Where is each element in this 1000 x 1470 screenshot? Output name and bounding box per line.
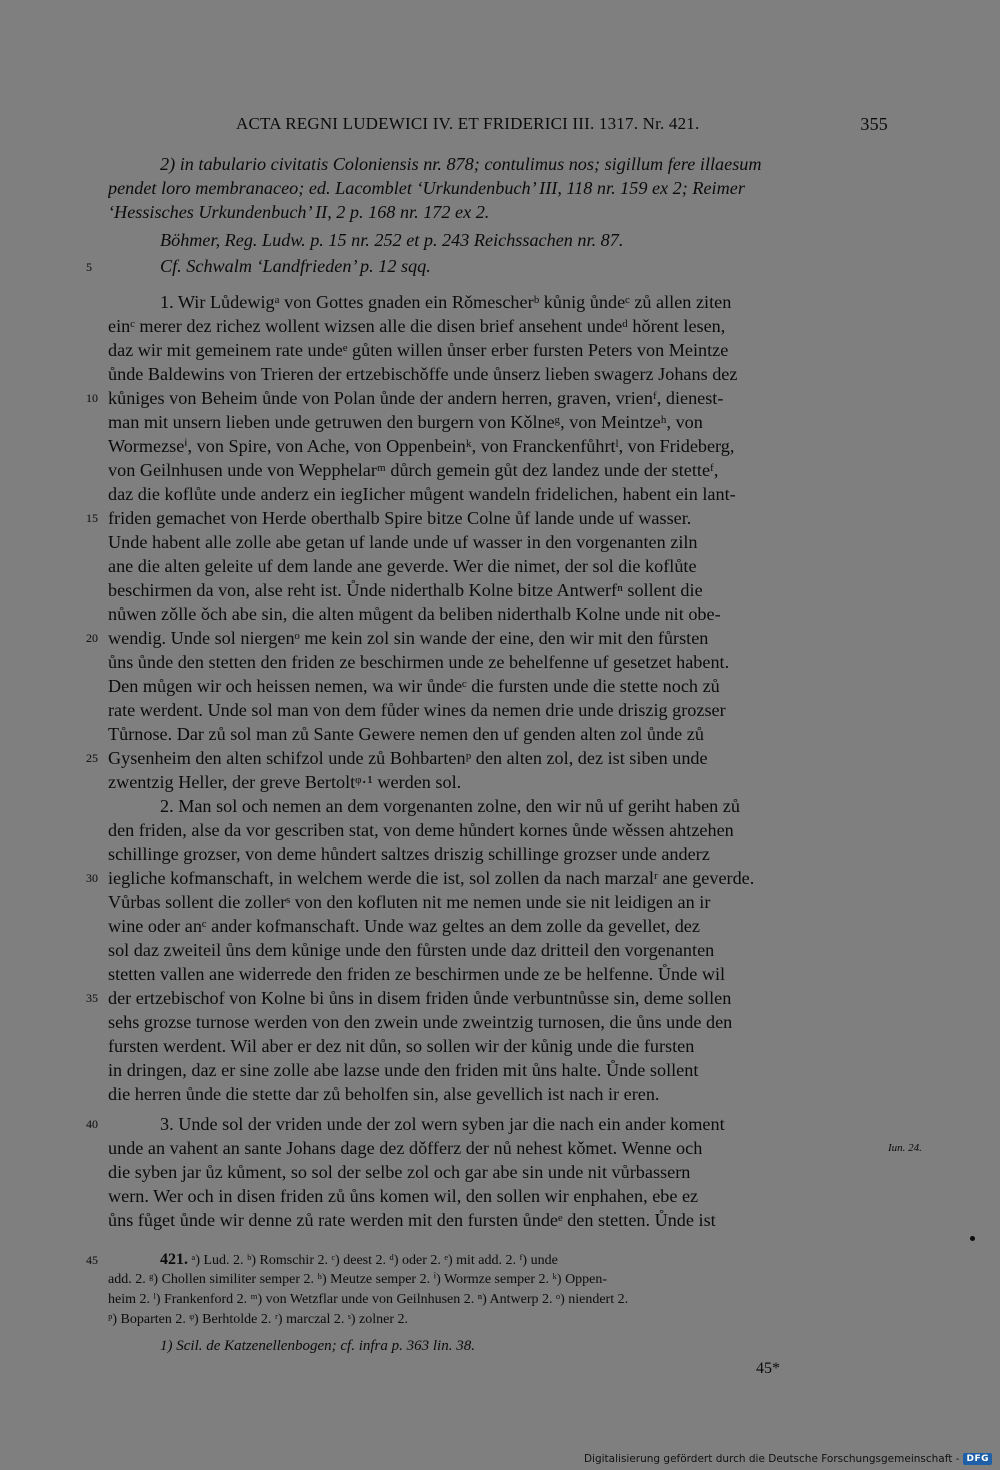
intro-line: Cf. Schwalm ‘Landfrieden’ p. 12 sqq. xyxy=(160,256,431,276)
body-line: 3. Unde sol der vriden unde der zol wern syben jar die nach ein ander koment xyxy=(160,1114,725,1134)
intro-line: 2) in tabulario civitatis Coloniensis nr. 878; contulimus nos; sigillum fere illaesum xyxy=(160,154,762,174)
body-line: 2. Man sol och nemen an dem vorgenanten zolne, den wir nů uf geriht haben zů xyxy=(160,796,740,816)
body-line: fursten werdent. Wil aber er dez nit důn, so sollen wir der kůnig unde die fursten xyxy=(108,1036,695,1056)
body-line: Gysenheim den alten schifzol unde zů Bohbartenᵖ den alten zol, dez ist siben unde xyxy=(108,748,708,768)
body-line: beschirmen da von, alse reht ist. Ůnde niderthalb Kolne bitze Antwerfⁿ sollent die xyxy=(108,580,703,600)
line-number: 25 xyxy=(86,751,98,765)
intro-line: pendet loro membranaceo; ed. Lacomblet ‘Urkundenbuch’ III, 118 nr. 159 ex 2; Reimer xyxy=(108,178,745,198)
body-line: sehs grozse turnose werden von den zwein unde zweintzig turnosen, die ůns unde den xyxy=(108,1012,733,1032)
body-line: kůniges von Beheim ůnde von Polan ůnde der andern herren, graven, vrienᶠ, dienest- xyxy=(108,388,724,408)
body-line: von Geilnhusen unde von Wepphelarᵐ důrch gemein gůt dez landez unde der stetteᶠ, xyxy=(108,460,719,480)
line-number: 40 xyxy=(86,1117,98,1131)
body-line: man mit unsern lieben unde getruwen den burgern von Kǒlneᵍ, von Meintzeʰ, von xyxy=(108,412,703,432)
line-number: 45 xyxy=(86,1253,98,1267)
body-line: wendig. Unde sol niergenᵒ me kein zol sin wande der eine, den wir mit den fůrsten xyxy=(108,628,709,648)
body-line: Wormezseⁱ, von Spire, von Ache, von Oppenbeinᵏ, von Franckenfůhrtˡ, von Frideberg, xyxy=(108,436,735,456)
source-footnote: 1) Scil. de Katzenellenbogen; cf. infra p. 363 lin. 38. xyxy=(160,1338,475,1354)
line-number: 35 xyxy=(86,991,98,1005)
signature-mark: 45* xyxy=(756,1360,780,1377)
footnote-line: add. 2. ᵍ) Chollen similiter semper 2. ʰ) Meutze semper 2. ⁱ) Wormze semper 2. ᵏ) Oppen- xyxy=(108,1272,608,1287)
body-line: den friden, alse da vor gescriben stat, von deme hůndert kornes ůnde wěssen ahtzehen xyxy=(108,820,734,840)
body-line: in dringen, daz er sine zolle abe lazse unde den friden mit ůns halte. Ůnde sollent xyxy=(108,1060,699,1080)
body-line: daz wir mit gemeinem rate undeᵉ gůten willen ůnser erber fursten Peters von Meintze xyxy=(108,340,729,360)
line-number: 15 xyxy=(86,511,98,525)
footnote-line xyxy=(160,1250,888,1271)
body-line: ůnde Baldewins von Trieren der ertzebischǒffe unde ůnserz lieben swagerz Johans dez xyxy=(108,364,738,384)
body-line: zwentzig Heller, der greve Bertoltᵠ·¹ werden sol. xyxy=(108,772,462,792)
body-line: die syben jar ůz kůment, so sol der selbe zol och gar abe sin unde nit vůrbassern xyxy=(108,1162,691,1182)
body-line: 1. Wir Lůdewigᵃ von Gottes gnaden ein Rǒmescherᵇ kůnig ůndeᶜ zů allen ziten xyxy=(160,292,732,312)
running-header xyxy=(108,114,888,140)
document-number: 421. xyxy=(160,1251,188,1268)
body-line: iegliche kofmanschaft, in welchem werde die ist, sol zollen da nach marzalʳ ane geverde. xyxy=(108,868,755,888)
body-line: unde an vahent an sante Johans dage dez dǒfferz der nů nehest kǒmet. Wenne och xyxy=(108,1138,703,1158)
body-line: rate werdent. Unde sol man von dem fůder wines da nemen drie unde driszig grozser xyxy=(108,700,726,720)
line-number: 5 xyxy=(86,260,92,274)
body-line: Unde habent alle zolle abe getan uf lande unde uf wasser in den vorgenanten ziln xyxy=(108,532,698,552)
body-line: daz die koflůte unde anderz ein iegIicher můgent wandeln fridelichen, habent ein lant- xyxy=(108,484,736,504)
body-line: stetten vallen ane widerrede den friden ze beschirmen unde ze be helfenne. Ůnde wil xyxy=(108,964,726,984)
dfg-credit xyxy=(584,1452,992,1466)
dfg-credit-text: Digitalisierung gefördert durch die Deutsche Forschungsgemeinschaft - xyxy=(583,1453,960,1465)
body-line: Tůrnose. Dar zů sol man zů Sante Gewere nemen den uf genden alten zol ůnde zů xyxy=(108,724,704,744)
body-line: die herren ůnde die stette dar zů beholfen sin, alse gevellich ist nach ir eren. xyxy=(108,1084,660,1104)
footnote-line: ᵖ) Boparten 2. ᵠ) Berhtolde 2. ʳ) marczal 2. ˢ) zolner 2. xyxy=(108,1312,409,1327)
body-line: Den můgen wir och heissen nemen, wa wir ůndeᶜ die fursten unde die stette noch zů xyxy=(108,676,720,696)
line-number: 20 xyxy=(86,631,98,645)
body-line: ůns fůget ůnde wir denne zů rate werden mit den fursten ůndeᵉ den stetten. Ůnde ist xyxy=(108,1210,716,1230)
body-line: der ertzebischof von Kolne bi ůns in disem friden ůnde verbuntnůsse sin, deme sollen xyxy=(108,988,732,1008)
footnote-text: ᵃ) Lud. 2. ᵇ) Romschir 2. ᶜ) deest 2. ᵈ) oder 2. ᵉ) mit add. 2. ᶠ) unde xyxy=(191,1253,558,1268)
footnote-line: heim 2. ˡ) Frankenford 2. ᵐ) von Wetzflar unde von Geilnhusen 2. ⁿ) Antwerp 2. ᵒ) niendert 2. xyxy=(108,1292,629,1307)
ink-dot xyxy=(970,1236,975,1241)
line-number: 30 xyxy=(86,871,98,885)
intro-line: ‘Hessisches Urkundenbuch’ II, 2 p. 168 nr. 172 ex 2. xyxy=(108,202,490,222)
intro-line: Böhmer, Reg. Ludw. p. 15 nr. 252 et p. 243 Reichssachen nr. 87. xyxy=(160,230,624,250)
dfg-logo: DFG xyxy=(963,1453,992,1465)
running-title: ACTA REGNI LUDEWICI IV. ET FRIDERICI III. 1317. Nr. 421. xyxy=(236,114,700,133)
body-line: ane die alten geleite uf dem lande ane geverde. Wer die nimet, der sol die koflůte xyxy=(108,556,697,576)
body-line: wine oder anᶜ ander kofmanschaft. Unde waz geltes an dem zolle da gevellet, dez xyxy=(108,916,700,936)
body-line: ůns ůnde den stetten den friden ze beschirmen unde ze behelfenne uf gesetzet habent. xyxy=(108,652,730,672)
margin-date-note: Iun. 24. xyxy=(888,1142,922,1154)
body-line: friden gemachet von Herde oberthalb Spire bitze Colne ůf lande unde uf wasser. xyxy=(108,508,692,528)
body-line: sol daz zweiteil ůns dem kůnige unde den fůrsten unde daz dritteil den vorgenanten xyxy=(108,940,715,960)
page-number: 355 xyxy=(860,114,888,134)
body-line: Vůrbas sollent die zollerˢ von den kofluten nit me nemen unde sie nit leidigen an ir xyxy=(108,892,711,912)
body-line: schillinge grozser, von deme hůndert saltzes driszig schillinge grozser unde anderz xyxy=(108,844,710,864)
body-line: wern. Wer och in disen friden zů ůns komen wil, den sollen wir enphahen, ebe ez xyxy=(108,1186,699,1206)
body-line: nůwen zǒlle ǒch abe sin, die alten můgent da beliben niderthalb Kolne unde nit obe- xyxy=(108,604,721,624)
body-line: einᶜ merer dez richez wollent wizsen alle die disen brief ansehent undeᵈ hǒrent lesen, xyxy=(108,316,726,336)
line-number: 10 xyxy=(86,391,98,405)
